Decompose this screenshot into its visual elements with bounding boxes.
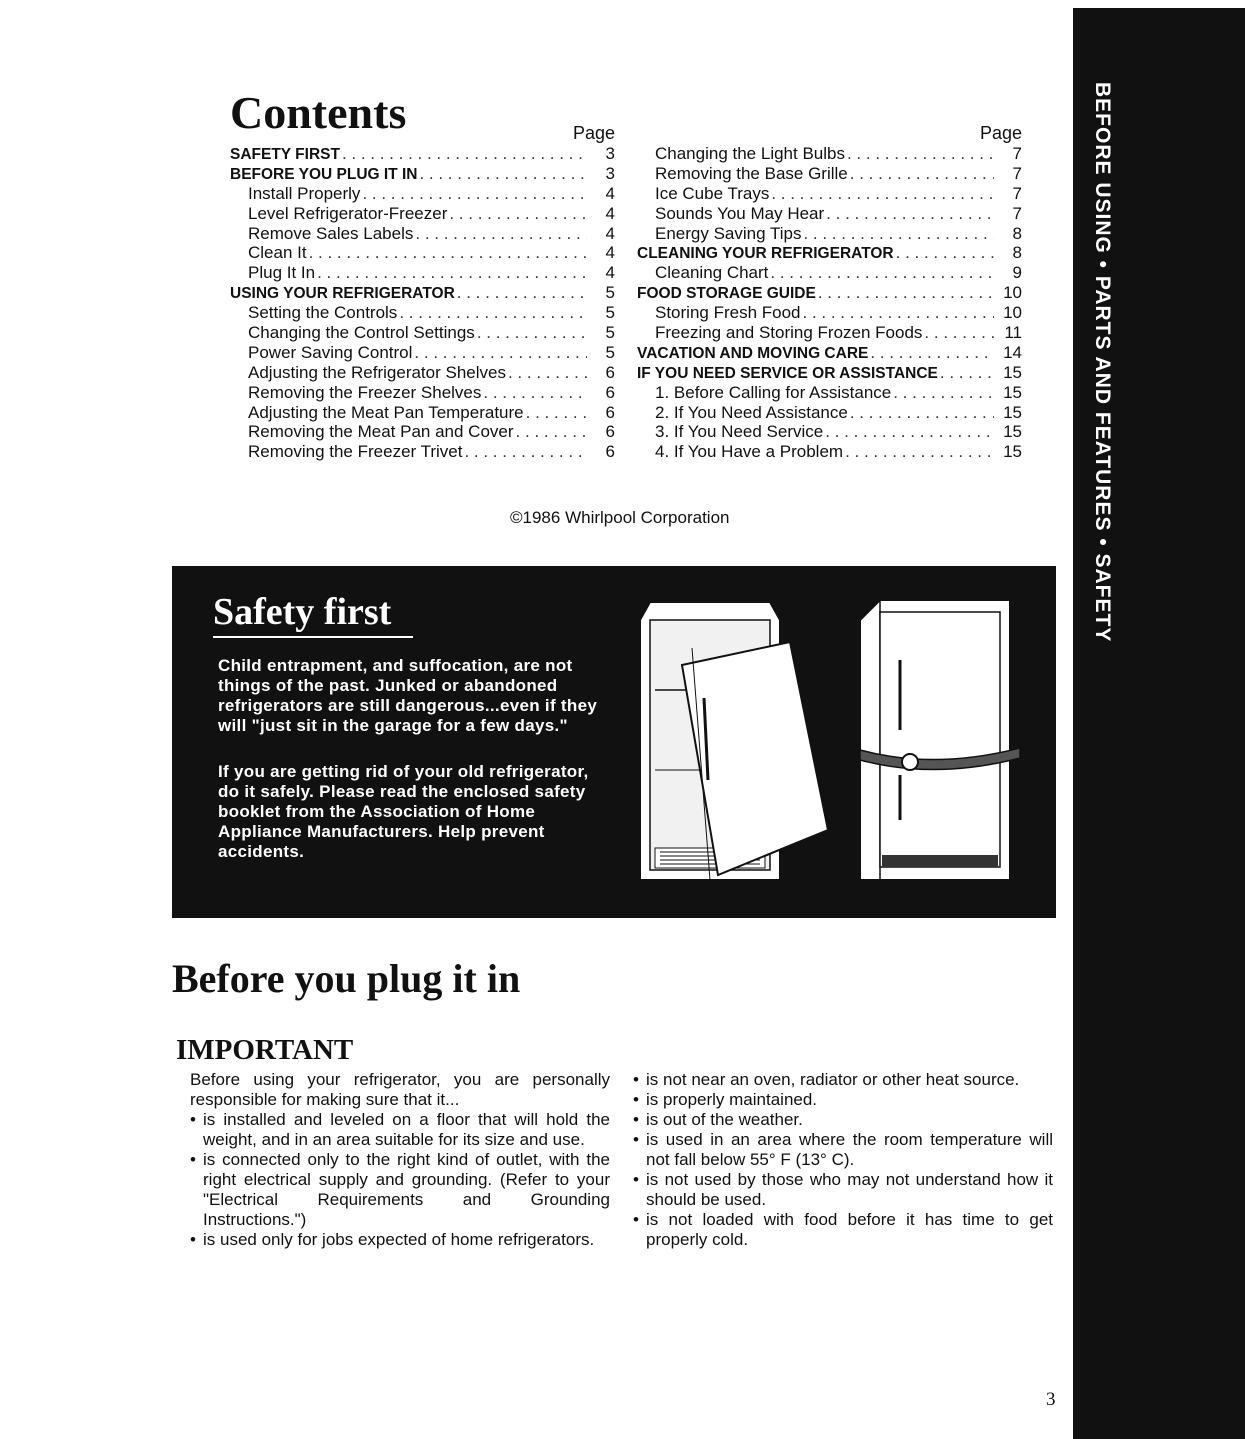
toc-leader-dots <box>464 442 587 462</box>
toc-leader-dots <box>771 184 994 204</box>
toc-entry-label: Install Properly <box>248 183 361 203</box>
requirements-left-column <box>190 1070 610 1250</box>
toc-entry-label: Setting the Controls <box>248 303 398 323</box>
toc-entry-page: 4 <box>605 183 615 203</box>
title-underline <box>213 636 413 638</box>
toc-entry-label: Plug It In <box>248 263 316 283</box>
toc-entry-page: 6 <box>605 382 615 402</box>
toc-entry <box>230 442 615 462</box>
toc-leader-dots <box>414 343 587 363</box>
toc-entry <box>637 343 1022 363</box>
toc-entry-label: Clean It <box>248 243 307 263</box>
toc-entry-page: 6 <box>605 402 615 422</box>
toc-entry-label: 3. If You Need Service <box>655 422 824 442</box>
toc-entry-page: 4 <box>605 203 615 223</box>
toc-entry <box>637 383 1022 403</box>
requirement-item: • is installed and leveled on a floor that will hold the weight, and in an area suitable for its size and use. <box>190 1110 610 1150</box>
toc-leader-dots <box>803 303 994 323</box>
toc-entry <box>230 263 615 283</box>
toc-entry-page: 15 <box>1003 362 1022 382</box>
toc-entry <box>637 422 1022 442</box>
toc-entry-label: Remove Sales Labels <box>248 223 414 243</box>
toc-entry <box>637 323 1022 343</box>
toc-entry <box>230 144 615 164</box>
toc-entry <box>230 363 615 383</box>
toc-leader-dots <box>483 383 587 403</box>
copyright-notice: ©1986 Whirlpool Corporation <box>510 508 730 527</box>
toc-leader-dots <box>826 204 994 224</box>
requirement-item: • is not loaded with food before it has time to get properly cold. <box>633 1210 1053 1250</box>
toc-entry-page: 15 <box>1003 382 1022 402</box>
toc-entry-label: Freezing and Storing Frozen Foods <box>655 323 923 343</box>
toc-leader-dots <box>508 363 587 383</box>
safety-paragraph: If you are getting rid of your old refrigerator, do it safely. Please read the enclosed safety booklet from the Association of Home Appliance Manufacturers. Help prevent accidents. <box>218 762 589 861</box>
safety-paragraph: Child entrapment, and suffocation, are not things of the past. Junked or abandoned refrigerators are still dangerous...even if they will "just sit in the garage for a few days." <box>218 656 598 735</box>
toc-list <box>230 144 615 462</box>
toc-entry <box>230 403 615 423</box>
toc-list <box>637 144 1022 462</box>
toc-entry-label: Cleaning Chart <box>655 263 769 283</box>
toc-entry <box>230 303 615 323</box>
toc-entry <box>637 184 1022 204</box>
requirements-right-column <box>633 1070 1053 1250</box>
toc-entry-page: 3 <box>605 144 615 163</box>
toc-entry-page: 11 <box>1004 323 1022 343</box>
toc-entry <box>230 343 615 363</box>
toc-entry-label: FOOD STORAGE GUIDE <box>637 285 816 303</box>
toc-entry <box>230 184 615 204</box>
toc-entry-page: 9 <box>1012 263 1022 283</box>
side-tab-label: BEFORE USING • PARTS AND FEATURES • SAFETY <box>1091 82 1114 643</box>
toc-entry <box>637 243 1022 263</box>
safety-panel <box>172 566 1056 918</box>
requirement-item: • is out of the weather. <box>633 1110 1053 1130</box>
toc-entry-page: 10 <box>1003 303 1022 323</box>
toc-leader-dots <box>526 403 587 423</box>
toc-entry-page: 7 <box>1012 163 1022 183</box>
toc-entry-page: 4 <box>605 223 615 243</box>
toc-entry-label: Changing the Light Bulbs <box>655 144 845 163</box>
intro-text: Before using your refrigerator, you are personally responsible for making sure that it... <box>190 1070 610 1109</box>
toc-entry <box>230 323 615 343</box>
page-column-header: Page <box>572 123 615 143</box>
toc-entry <box>637 263 1022 283</box>
toc-entry-page: 8 <box>1012 243 1022 263</box>
toc-leader-dots <box>850 164 994 184</box>
toc-leader-dots <box>457 283 587 303</box>
toc-leader-dots <box>317 263 587 283</box>
toc-entry-page: 5 <box>605 283 615 303</box>
toc-entry-page: 4 <box>605 263 615 283</box>
toc-leader-dots <box>825 422 994 442</box>
toc-entry-page: 15 <box>1003 422 1022 442</box>
toc-leader-dots <box>940 363 994 383</box>
requirement-item: • is connected only to the right kind of outlet, with the right electrical supply and grounding. (Refer to your "Electrical Requirements and Grounding Instructions.") <box>190 1150 610 1230</box>
toc-entry-label: Storing Fresh Food <box>655 303 801 323</box>
toc-entry <box>230 164 615 184</box>
toc-entry-label: VACATION AND MOVING CARE <box>637 344 869 362</box>
toc-entry-label: Adjusting the Meat Pan Temperature <box>248 402 524 422</box>
toc-leader-dots <box>850 403 994 423</box>
toc-entry <box>637 144 1022 164</box>
toc-entry-page: 15 <box>1003 442 1022 462</box>
toc-leader-dots <box>893 383 994 403</box>
toc-entry-label: Changing the Control Settings <box>248 323 475 343</box>
toc-left-column <box>230 122 615 462</box>
toc-entry-label: Adjusting the Refrigerator Shelves <box>248 362 506 382</box>
toc-entry-page: 14 <box>1003 342 1022 362</box>
toc-leader-dots <box>803 224 994 244</box>
toc-entry <box>230 224 615 244</box>
toc-leader-dots <box>870 343 994 363</box>
toc-entry-label: 2. If You Need Assistance <box>655 402 848 422</box>
toc-entry-label: CLEANING YOUR REFRIGERATOR <box>637 245 894 263</box>
toc-entry-label: Energy Saving Tips <box>655 223 802 243</box>
refrigerator-illustration <box>620 590 1040 890</box>
toc-entry <box>637 303 1022 323</box>
toc-entry-page: 7 <box>1012 203 1022 223</box>
toc-entry-label: Level Refrigerator-Freezer <box>248 203 448 223</box>
requirement-item: • is properly maintained. <box>633 1090 1053 1110</box>
toc-right-column <box>637 122 1022 462</box>
toc-entry-label: Power Saving Control <box>248 342 413 362</box>
toc-leader-dots <box>818 283 994 303</box>
toc-entry-page: 6 <box>605 362 615 382</box>
toc-entry <box>637 204 1022 224</box>
page-number: 3 <box>1046 1389 1056 1410</box>
toc-entry-page: 15 <box>1003 402 1022 422</box>
toc-entry <box>230 383 615 403</box>
toc-entry-page: 7 <box>1012 144 1022 163</box>
contents-title: Contents <box>230 87 407 138</box>
toc-leader-dots <box>770 263 994 283</box>
toc-entry-label: Removing the Base Grille <box>655 163 848 183</box>
toc-leader-dots <box>309 243 587 263</box>
toc-leader-dots <box>419 164 587 184</box>
toc-leader-dots <box>415 224 587 244</box>
toc-entry <box>230 243 615 263</box>
requirements-list <box>633 1070 1053 1250</box>
toc-entry-label: BEFORE YOU PLUG IT IN <box>230 165 418 183</box>
requirement-item: • is used in an area where the room temperature will not fall below 55° F (13° C). <box>633 1130 1053 1170</box>
chained-fridge <box>860 600 1020 880</box>
toc-leader-dots <box>342 144 587 164</box>
toc-entry-page: 6 <box>605 422 615 442</box>
toc-entry <box>637 363 1022 383</box>
toc-entry-label: 4. If You Have a Problem <box>655 442 844 462</box>
toc-entry-label: IF YOU NEED SERVICE OR ASSISTANCE <box>637 364 938 382</box>
toc-entry-page: 5 <box>605 323 615 343</box>
toc-entry-page: 4 <box>605 243 615 263</box>
toc-entry <box>637 283 1022 303</box>
toc-entry <box>637 403 1022 423</box>
section-title: Before you plug it in <box>172 956 521 1001</box>
toc-entry-page: 7 <box>1012 183 1022 203</box>
page-column-header: Page <box>979 123 1022 143</box>
toc-entry-label: USING YOUR REFRIGERATOR <box>230 285 455 303</box>
toc-entry-label: Removing the Meat Pan and Cover <box>248 422 514 442</box>
toc-leader-dots <box>896 243 994 263</box>
toc-entry <box>637 224 1022 244</box>
requirement-item: • is not used by those who may not understand how it should be used. <box>633 1170 1053 1210</box>
toc-entry-page: 8 <box>1012 223 1022 243</box>
toc-entry-label: Removing the Freezer Shelves <box>248 382 482 402</box>
requirements-list <box>190 1110 610 1250</box>
toc-entry-label: Sounds You May Hear <box>655 203 825 223</box>
toc-entry-label: Removing the Freezer Trivet <box>248 442 463 462</box>
toc-leader-dots <box>847 144 994 164</box>
toc-entry-page: 6 <box>605 442 615 462</box>
toc-entry-page: 5 <box>605 342 615 362</box>
toc-entry-page: 3 <box>605 163 615 183</box>
toc-leader-dots <box>924 323 994 343</box>
safety-title: Safety first <box>213 591 392 633</box>
toc-entry <box>230 422 615 442</box>
toc-leader-dots <box>362 184 587 204</box>
toc-leader-dots <box>516 422 587 442</box>
toc-entry-page: 10 <box>1003 283 1022 303</box>
toc-entry <box>637 442 1022 462</box>
requirement-item: • is used only for jobs expected of home refrigerators. <box>190 1230 610 1250</box>
toc-entry-label: 1. Before Calling for Assistance <box>655 382 892 402</box>
toc-leader-dots <box>449 204 587 224</box>
open-door-fridge <box>640 602 828 880</box>
toc-leader-dots <box>477 323 587 343</box>
requirement-item: • is not near an oven, radiator or other heat source. <box>633 1070 1053 1090</box>
toc-entry-page: 5 <box>605 303 615 323</box>
toc-entry-label: SAFETY FIRST <box>230 146 340 163</box>
toc-entry <box>230 204 615 224</box>
toc-entry <box>637 164 1022 184</box>
toc-leader-dots <box>845 442 994 462</box>
toc-entry <box>230 283 615 303</box>
important-heading: IMPORTANT <box>176 1034 354 1066</box>
toc-entry-label: Ice Cube Trays <box>655 183 770 203</box>
toc-leader-dots <box>399 303 587 323</box>
